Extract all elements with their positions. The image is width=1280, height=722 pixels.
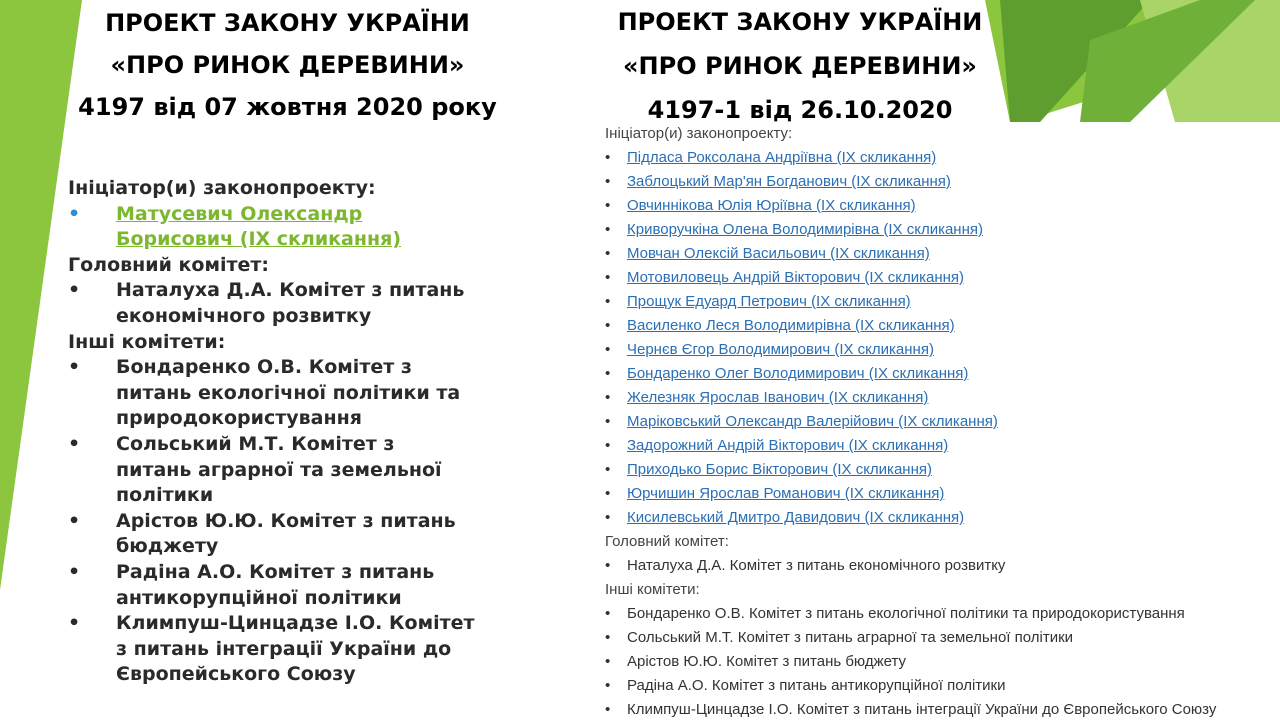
initiator-link[interactable]: Заблоцький Мар'ян Богданович (IX скликання) [627,173,951,190]
bullet-icon: • [605,485,611,502]
list-item [68,611,508,688]
list-item [605,338,1275,362]
list-item [605,146,1275,170]
initiator-link[interactable]: Мовчан Олексій Васильович (IX скликання) [627,245,930,262]
right-initiators-heading: Ініціатор(и) законопроекту: [605,125,793,142]
left-title-line: ПРОЕКТ ЗАКОНУ УКРАЇНИ [105,9,470,37]
bullet-icon: • [605,605,611,622]
committee-line: Сольський М.Т. Комітет з [116,432,395,455]
list-item [605,314,1275,338]
left-initiators-heading: Ініціатор(и) законопроекту: [68,177,376,199]
bullet-icon: • [605,437,611,454]
right-main-committee-heading: Головний комітет: [605,533,729,550]
bullet-icon: • [605,629,611,646]
committee-line: Арістов Ю.Ю. Комітет з питань [116,509,456,532]
initiator-link[interactable]: Железняк Ярослав Іванович (IX скликання) [627,389,929,406]
list-item [605,554,1275,578]
initiator-link[interactable]: Криворучкіна Олена Володимирівна (IX скликання) [627,221,983,238]
committee-line: політики [116,484,214,507]
left-bill-details [68,176,508,688]
bullet-icon: • [605,461,611,478]
committee-line: природокористування [116,407,362,430]
right-other-committees-list [605,602,1275,722]
initiator-link[interactable]: Підласа Роксолана Андріївна (IX скликання) [627,149,937,166]
bullet-icon: • [605,653,611,670]
list-item [68,432,508,509]
committee-line: антикорупційної політики [116,586,402,609]
right-title-line: ПРОЕКТ ЗАКОНУ УКРАЇНИ [617,8,983,36]
bullet-icon: • [68,279,81,302]
committee-text: Бондаренко О.В. Комітет з питань екологічної політики та природокористування [627,605,1185,622]
list-item [68,509,508,560]
right-bill-title [590,0,1010,132]
committee-line: Наталуха Д.А. Комітет з питань [116,279,465,302]
committee-line: Бондаренко О.В. Комітет з [116,356,412,379]
right-title-line: 4197-1 від 26.10.2020 [647,96,953,124]
left-title-line: «ПРО РИНОК ДЕРЕВИНИ» [110,51,465,79]
list-item [605,602,1275,626]
committee-line: Радіна А.О. Комітет з питань [116,560,435,583]
bullet-icon: • [605,701,611,718]
bullet-icon: • [605,317,611,334]
bullet-icon: • [68,432,81,455]
list-item [605,194,1275,218]
list-item [605,266,1275,290]
initiator-link[interactable]: Прощук Едуард Петрович (IX скликання) [627,293,911,310]
list-item [605,506,1275,530]
list-item [605,170,1275,194]
initiator-link[interactable]: Приходько Борис Вікторович (IX скликання) [627,461,932,478]
initiator-link[interactable]: Мотовиловець Андрій Вікторович (IX скликання) [627,269,965,286]
right-initiators-list [605,146,1275,530]
committee-text: Сольський М.Т. Комітет з питань аграрної та земельної політики [627,629,1074,646]
left-bill-title [40,2,535,128]
bullet-icon: • [605,293,611,310]
committee-line: економічного розвитку [116,304,372,327]
initiator-name-line: Борисович (IX скликання) [116,228,402,251]
initiator-link[interactable]: Юрчишин Ярослав Романович (IX скликання) [627,485,945,502]
initiator-link[interactable]: Маріковський Олександр Валерійович (IX скликання) [627,413,998,430]
initiator-name-line: Матусевич Олександр [116,202,363,225]
bullet-icon: • [605,221,611,238]
list-item [68,560,508,611]
list-item [605,698,1275,722]
list-item [605,626,1275,650]
right-title-line: «ПРО РИНОК ДЕРЕВИНИ» [623,52,977,80]
committee-line: питань аграрної та земельної [116,458,442,481]
bullet-icon: • [605,173,611,190]
bullet-icon: • [68,612,81,635]
bullet-icon: • [605,269,611,286]
bullet-icon: • [605,149,611,166]
list-item [605,290,1275,314]
list-item [68,202,508,253]
bullet-icon: • [605,389,611,406]
bullet-icon: • [68,560,81,583]
bullet-icon: • [605,413,611,430]
list-item [605,410,1275,434]
list-item [68,355,508,432]
list-item [605,674,1275,698]
right-other-committees-heading: Інші комітети: [605,581,700,598]
bullet-icon: • [605,677,611,694]
list-item [605,434,1275,458]
list-item [605,482,1275,506]
committee-text: Арістов Ю.Ю. Комітет з питань бюджету [627,653,907,670]
list-item [605,362,1275,386]
list-item [605,386,1275,410]
list-item [605,218,1275,242]
left-title-line: 4197 від 07 жовтня 2020 року [78,93,497,121]
committee-text: Наталуха Д.А. Комітет з питань економічного розвитку [627,557,1006,574]
left-other-committees-list [68,355,508,688]
committee-line: бюджету [116,535,219,558]
left-main-committee-list [68,278,508,329]
right-main-committee-list [605,554,1275,578]
committee-text: Климпуш-Цинцадзе І.О. Комітет з питань інтеграції України до Європейського Союзу [627,701,1217,718]
list-item [68,278,508,329]
initiator-link[interactable]: Кисилевський Дмитро Давидович (IX скликання) [627,509,965,526]
committee-line: Климпуш-Цинцадзе І.О. Комітет [116,612,475,635]
bullet-icon: • [605,509,611,526]
initiator-link[interactable] [116,203,401,251]
left-main-committee-heading: Головний комітет: [68,253,270,276]
list-item [605,242,1275,266]
bullet-icon: • [605,341,611,358]
initiator-link[interactable]: Овчиннікова Юлія Юріївна (IX скликання) [627,197,916,214]
bullet-icon: • [605,557,611,574]
list-item [605,458,1275,482]
right-bill-details [605,122,1275,722]
initiator-link[interactable]: Задорожний Андрій Вікторович (IX скликання) [627,437,949,454]
committee-line: питань екологічної політики та [116,381,461,404]
list-item [605,650,1275,674]
initiator-link[interactable]: Василенко Леся Володимирівна (IX скликання) [627,317,955,334]
bullet-icon: • [68,202,81,225]
bullet-icon: • [68,509,81,532]
committee-line: Європейського Союзу [116,663,356,686]
bullet-icon: • [605,245,611,262]
bullet-icon: • [605,365,611,382]
committee-text: Радіна А.О. Комітет з питань антикорупційної політики [627,677,1006,694]
committee-line: з питань інтеграції України до [116,637,452,660]
initiator-link[interactable]: Бондаренко Олег Володимирович (IX скликання) [627,365,969,382]
bullet-icon: • [605,197,611,214]
left-other-committees-heading: Інші комітети: [68,330,226,353]
initiator-link[interactable]: Чернєв Єгор Володимирович (IX скликання) [627,341,934,358]
left-initiators-list [68,202,508,253]
bullet-icon: • [68,356,81,379]
